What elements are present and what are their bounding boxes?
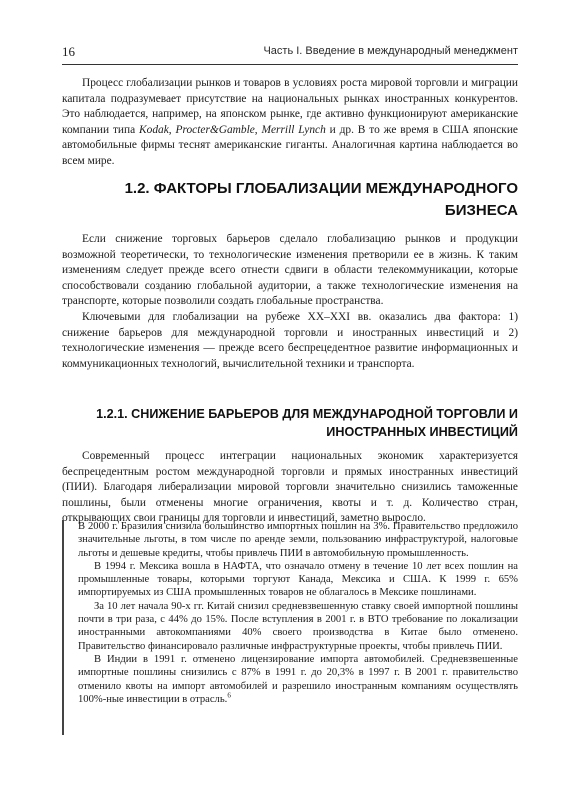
page-number: 16 xyxy=(62,44,75,59)
subsection-number: 1.2.1. xyxy=(96,407,128,421)
brand-merrill-lynch: Merrill Lynch xyxy=(261,123,326,136)
section-1-2-body xyxy=(62,232,518,372)
box-paragraph-china: За 10 лет начала 90-х гг. Китай снизил средневзвешенную ставку своей импортной пошлины почти в три раза, с 44% до 15%. После вступления в 2001 г. в ВТО требование по локализации иностранными автокомпаниями 40% своего производства в Китае было отменено. Правительство финансировало различные инфраструктурные проекты, чтобы привлечь ПИИ. xyxy=(78,600,518,652)
brand-procter-gamble: Procter&Gamble xyxy=(175,123,255,136)
intro-paragraph-block xyxy=(62,76,518,170)
subsection-title: СНИЖЕНИЕ БАРЬЕРОВ ДЛЯ МЕЖДУНАРОДНОЙ ТОРГОВЛИ И ИНОСТРАННЫХ ИНВЕСТИЦИЙ xyxy=(131,407,518,439)
section-1-2-1-body xyxy=(62,449,518,527)
paragraph: Ключевыми для глобализации на рубеже XX–XXI вв. оказались два фактора: 1) снижение барьеров для международной торговли и иностранных инвестиций и 2) технологические изменения — прежде всего беспрецедентное развитие информационных и коммуникационных технологий, вычислительной техники и транспорта. xyxy=(62,310,518,370)
intro-sep-2: , xyxy=(254,123,262,136)
box-paragraph-mexico: В 1994 г. Мексика вошла в НАФТА, что означало отмену в течение 10 лет всех пошлин на промышленные товары, которыми торгуют Канада, Мексика и США. К 1999 г. 65% импортируемых из США промышленных товаров не облагалось в Мексике пошлинами. xyxy=(78,560,518,599)
intro-text-b: и др. В то же время в США японские автомобильные фирмы теснят американские гиганты. Аналогичная картина наблюдается во всем мире. xyxy=(62,123,518,167)
running-head: Часть I. Введение в международный менеджмент xyxy=(263,45,518,57)
paragraph: Современный процесс интеграции национальных экономик характеризуется беспрецедентным ростом международной торговли и прямых иностранных инвестиций (ПИИ). Благодаря либерализации мировой торговли значительно снизились таможенные пошлины, были отменены многие ограничения, квоты и т. д. Количество стран, открывающих свои границы для торговли и инвестиций, заметно выросло. xyxy=(62,450,518,525)
subsection-heading-1-2-1 xyxy=(62,405,518,441)
section-heading-1-2 xyxy=(62,178,518,222)
intro-paragraph xyxy=(62,76,518,170)
paragraph: Если снижение торговых барьеров сделало глобализацию рынков и продукции возможной теоретически, то технологические изменения претворили ее в жизнь. К таким изменениям следует прежде всего отнести сдвиги в области телекоммуникации, которые способствовали созданию глобальной аудитории, а также технологические изменения на транспорте, которые позволили создать глобальные пространства. xyxy=(62,233,518,308)
section-title: ФАКТОРЫ ГЛОБАЛИЗАЦИИ МЕЖДУНАРОДНОГО БИЗНЕСА xyxy=(153,180,518,219)
intro-text-a: Процесс глобализации рынков и товаров в условиях роста мировой торговли и миграции капитала подразумевает присутствие на национальных рынках иностранных конкурентов. Это наблюдается, например, на японском рынке, где активно функционируют американские компании типа xyxy=(62,77,518,136)
country-examples-box xyxy=(62,520,518,735)
box-paragraph-india-text: В Индии в 1991 г. отменено лицензирование импорта автомобилей. Средневзвешенные импортные пошлины снизились с 87% в 1991 г. до 20,3% в 1997 г. В 2001 г. правительство отменило квоты на импорт автомобилей и разрешило иностранным компаниям осуществлять 100%-ные инвестиции в отрасль. xyxy=(78,653,518,705)
box-paragraph-brazil: В 2000 г. Бразилия снизила большинство импортных пошлин на 3%. Правительство предложило значительные льготы, в том числе по аренде земли, пользованию инфраструктурой, налоговые льготы и дешевые кредиты, чтобы привлечь ПИИ в автомобильную промышленность. xyxy=(78,521,518,559)
brand-kodak: Kodak xyxy=(139,123,169,136)
box-paragraph-india xyxy=(78,653,518,706)
intro-sep-1: , xyxy=(168,123,176,136)
section-number: 1.2. xyxy=(124,180,150,197)
footnote-mark[interactable]: 6 xyxy=(227,691,231,700)
page-header xyxy=(62,42,518,65)
